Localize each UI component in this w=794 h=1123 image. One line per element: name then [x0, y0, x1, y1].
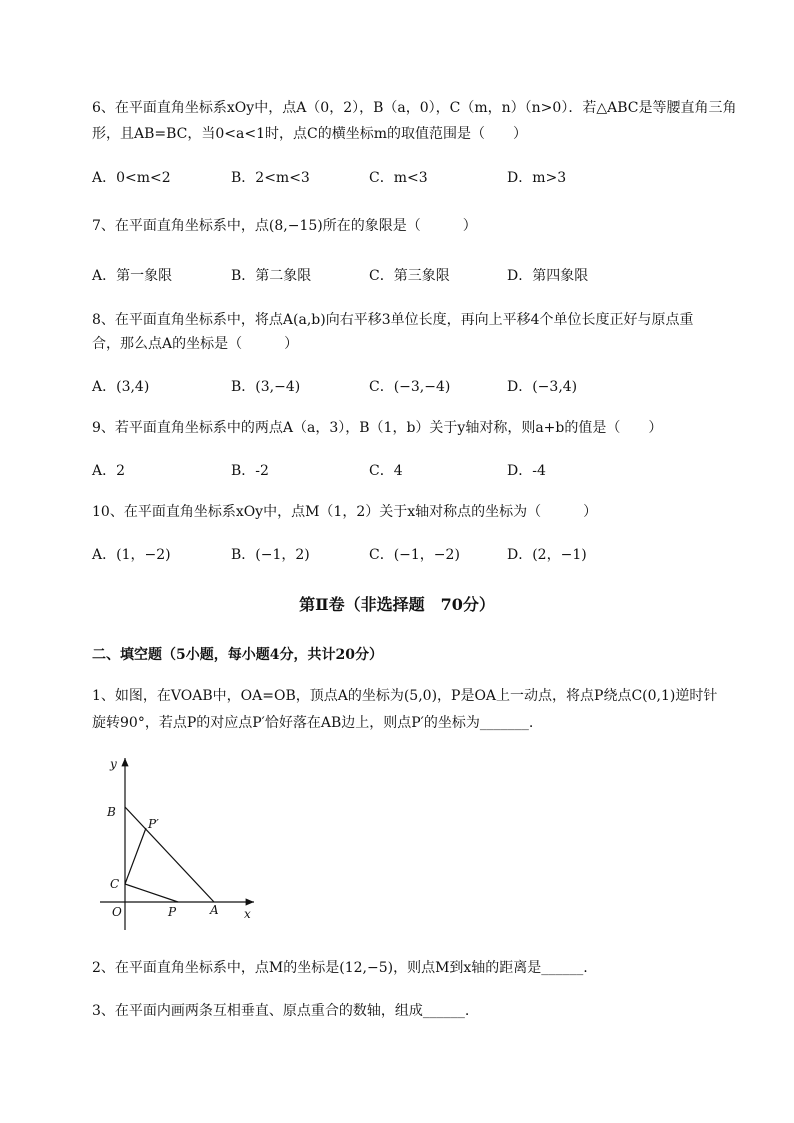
- q10-option-d: D．(2，−1): [507, 547, 587, 563]
- q9-option-b: B．-2: [231, 463, 269, 479]
- label-y: y: [110, 757, 117, 771]
- q8-option-a: A．(3,4): [92, 379, 150, 395]
- q6-option-b: B．2<m<3: [231, 170, 310, 186]
- q10-option-b: B．(−1，2): [231, 547, 310, 563]
- fill-blank-part-title: 二、填空题（5小题，每小题4分，共计20分）: [92, 647, 383, 663]
- fill2-text-line1: 2、在平面直角坐标系中，点M的坐标是(12,−5)，则点M到x轴的距离是______.: [92, 960, 588, 976]
- q8-text-line1: 8、在平面直角坐标系中，将点A(a,b)向右平移3单位长度，再向上平移4个单位长度正好与原点重: [92, 312, 694, 328]
- geometry-figure: [92, 748, 272, 940]
- q7-option-b: B．第二象限: [231, 268, 312, 284]
- label-c: C: [110, 877, 120, 891]
- label-o: O: [112, 905, 122, 919]
- section-2-title: 第Ⅱ卷（非选择题 70分）: [299, 595, 495, 614]
- q7-option-c: C．第三象限: [369, 268, 450, 284]
- q7-option-a: A．第一象限: [92, 268, 173, 284]
- q10-option-c: C．(−1，−2): [369, 547, 460, 563]
- q9-text-line1: 9、若平面直角坐标系中的两点A（a，3），B（1，b）关于y轴对称，则a+b的值是（ ）: [92, 420, 663, 436]
- q9-option-a: A．2: [92, 463, 126, 479]
- q9-option-d: D．-4: [507, 463, 546, 479]
- q10-option-a: A．(1，−2): [92, 547, 171, 563]
- q8-option-c: C．(−3,−4): [369, 379, 451, 395]
- q6-option-c: C．m<3: [369, 170, 428, 186]
- segment-ab: [125, 807, 214, 902]
- label-p: P: [168, 905, 177, 919]
- q10-text-line1: 10、在平面直角坐标系xOy中，点M（1，2）关于x轴对称点的坐标为（ ）: [92, 504, 598, 520]
- q6-option-d: D．m>3: [507, 170, 567, 186]
- fill3-text-line1: 3、在平面内画两条互相垂直、原点重合的数轴，组成______.: [92, 1003, 470, 1019]
- fill1-text-line1: 1、如图，在VOAB中，OA=OB，顶点A的坐标为(5,0)，P是OA上一动点，将点P绕点C(0,1)逆时针: [92, 688, 718, 704]
- segment-cp-prime: [125, 828, 146, 884]
- q8-text-line2: 合，那么点A的坐标是（ ）: [92, 336, 299, 352]
- q8-option-b: B．(3,−4): [231, 379, 301, 395]
- label-x: x: [244, 907, 251, 921]
- q7-option-d: D．第四象限: [507, 268, 589, 284]
- label-p-prime: P′: [148, 817, 159, 831]
- q6-text-line2: 形，且AB=BC，当0<a<1时，点C的横坐标m的取值范围是（ ）: [92, 126, 527, 142]
- label-a: A: [210, 903, 219, 917]
- label-b: B: [107, 805, 116, 819]
- q8-option-d: D．(−3,4): [507, 379, 578, 395]
- segment-cp: [125, 884, 178, 902]
- q6-text-line1: 6、在平面直角坐标系xOy中，点A（0，2），B（a，0），C（m，n）（n>0）．若△ABC是等腰直角三角: [92, 100, 737, 116]
- q9-option-c: C．4: [369, 463, 403, 479]
- fill1-text-line2: 旋转90°，若点P的对应点P′恰好落在AB边上，则点P′的坐标为_______.: [92, 715, 534, 731]
- q6-option-a: A．0<m<2: [92, 170, 171, 186]
- q7-text-line1: 7、在平面直角坐标系中，点(8,−15)所在的象限是（ ）: [92, 218, 477, 234]
